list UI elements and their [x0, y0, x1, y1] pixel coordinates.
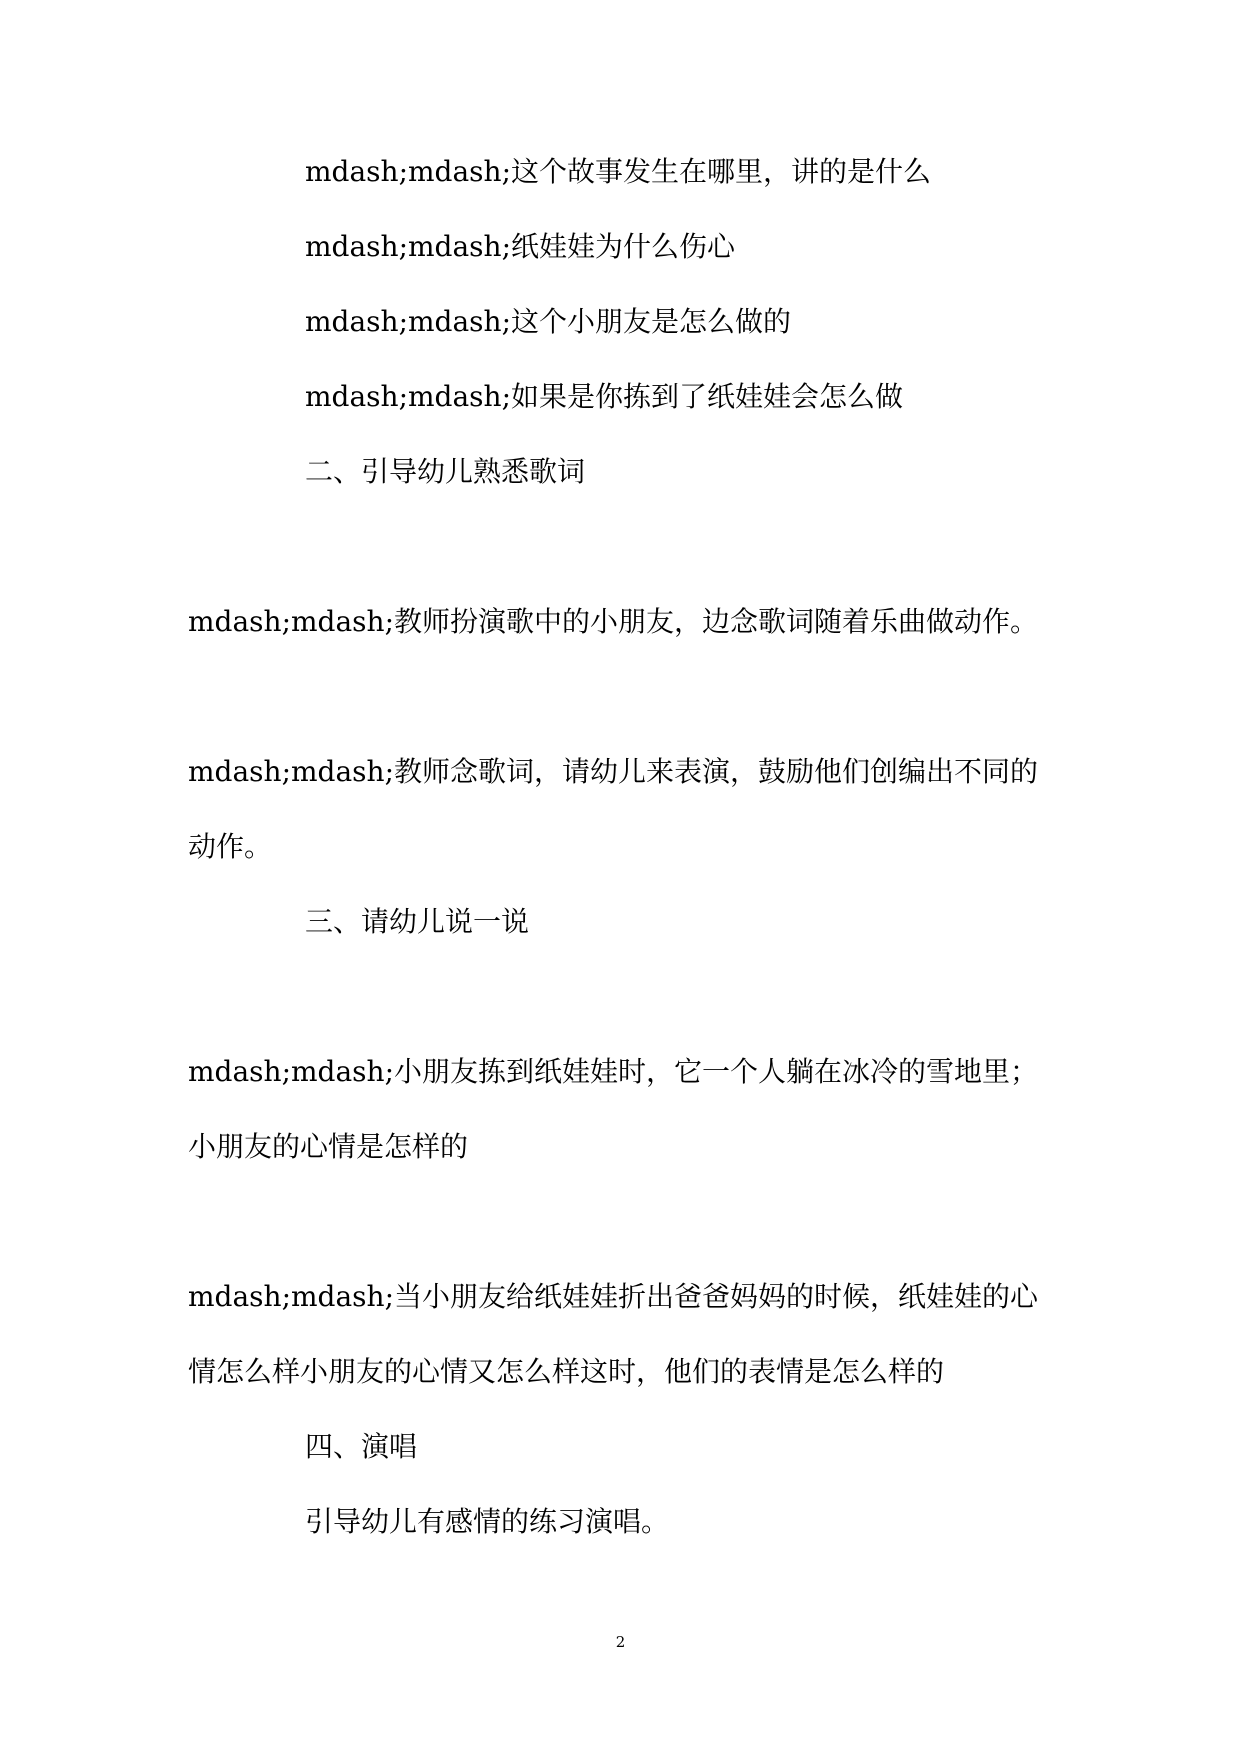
paragraph-teacher-acts: mdash;mdash;教师扮演歌中的小朋友，边念歌词随着乐曲做动作。: [188, 605, 1039, 638]
question-doll-sad: mdash;mdash;纸娃娃为什么伤心: [305, 230, 736, 263]
page-number: 2: [615, 1633, 626, 1651]
paragraph-singing: 引导幼儿有感情的练习演唱。: [305, 1505, 670, 1538]
section-heading-3: 三、请幼儿说一说: [305, 905, 530, 938]
section-heading-4: 四、演唱: [305, 1430, 418, 1463]
paragraph-parents-line2: 情怎么样小朋友的心情又怎么样这时，他们的表情是怎么样的: [188, 1355, 945, 1388]
paragraph-parents-line1: mdash;mdash;当小朋友给纸娃娃折出爸爸妈妈的时候，纸娃娃的心: [188, 1280, 1039, 1313]
paragraph-found-doll-line1: mdash;mdash;小朋友拣到纸娃娃时，它一个人躺在冰冷的雪地里；: [188, 1055, 1039, 1088]
question-if-you: mdash;mdash;如果是你拣到了纸娃娃会怎么做: [305, 380, 904, 413]
question-child-action: mdash;mdash;这个小朋友是怎么做的: [305, 305, 792, 338]
paragraph-teacher-reads-line2: 动作。: [188, 830, 273, 863]
paragraph-found-doll-line2: 小朋友的心情是怎样的: [188, 1130, 469, 1163]
paragraph-teacher-reads-line1: mdash;mdash;教师念歌词，请幼儿来表演，鼓励他们创编出不同的: [188, 755, 1039, 788]
question-story-location: mdash;mdash;这个故事发生在哪里，讲的是什么: [305, 155, 932, 188]
section-heading-2: 二、引导幼儿熟悉歌词: [305, 455, 586, 488]
